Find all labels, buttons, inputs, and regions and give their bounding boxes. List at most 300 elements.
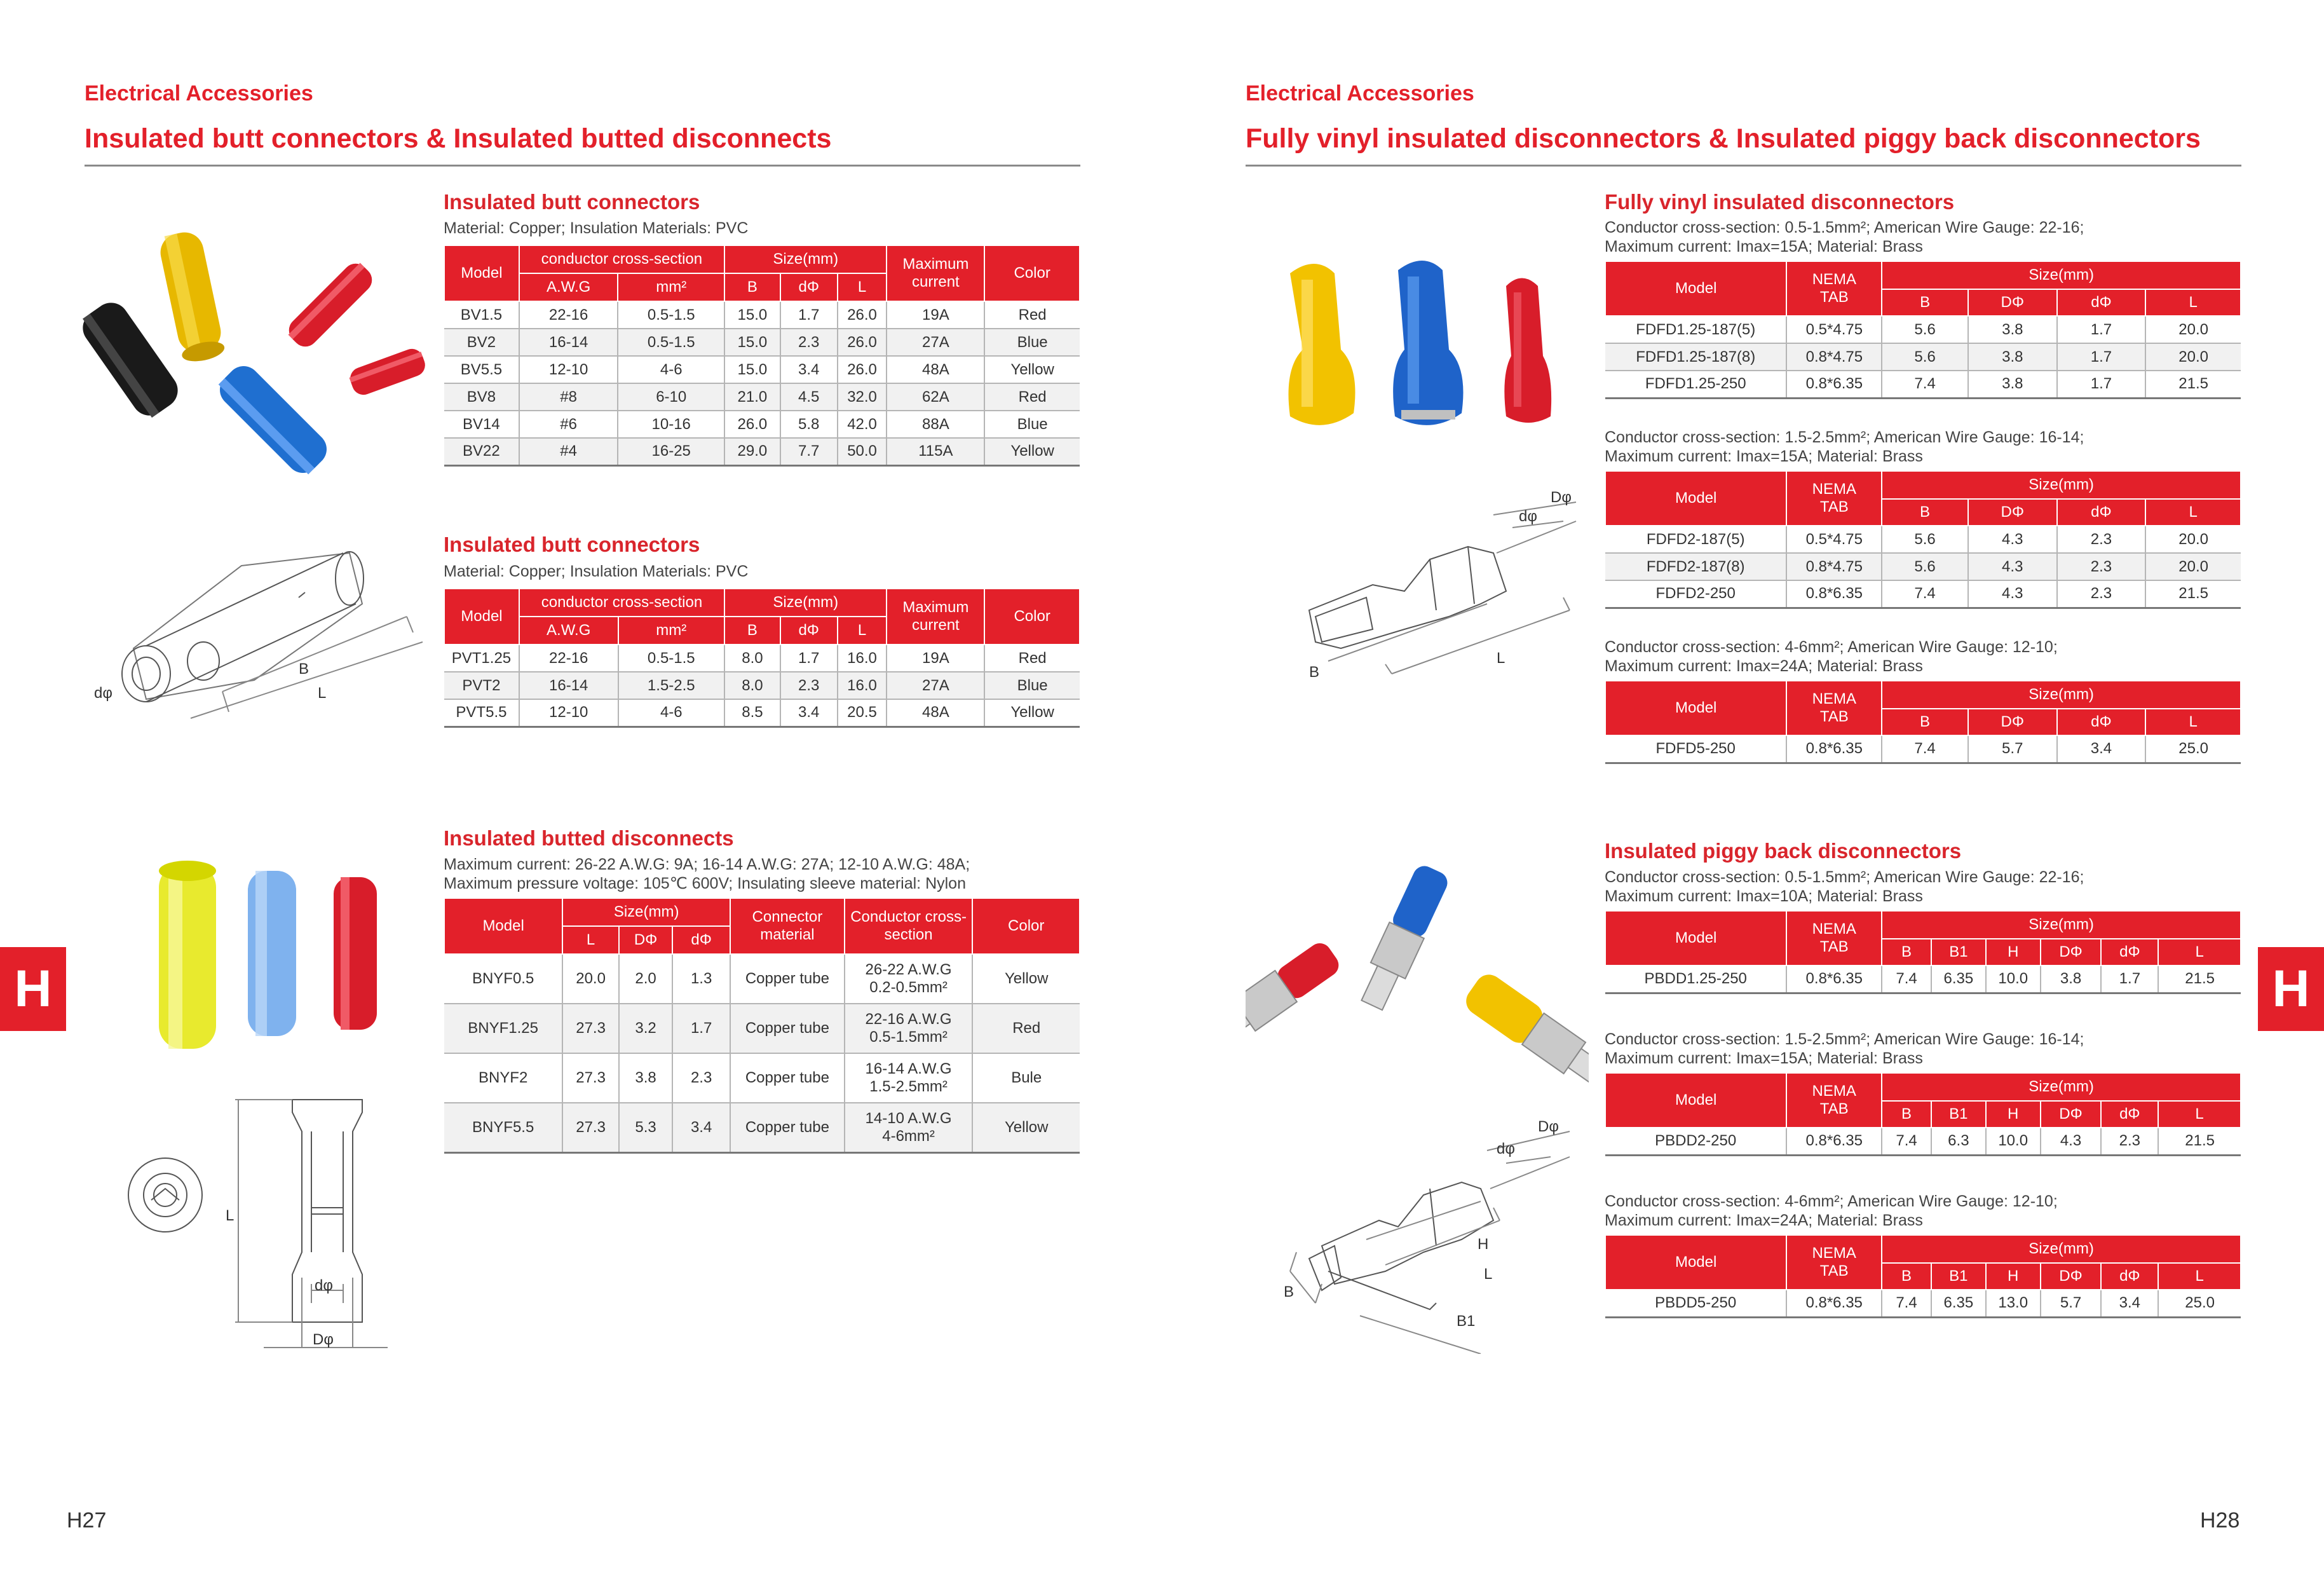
col-d: dΦ xyxy=(780,617,838,645)
table-cell: 0.5-1.5 xyxy=(618,301,724,329)
table-cell: BV22 xyxy=(444,438,519,465)
table-row xyxy=(1605,553,2241,580)
col-model: Model xyxy=(444,898,562,954)
section-tab: H xyxy=(2258,947,2324,1031)
table-cell: 13.0 xyxy=(1986,1290,2041,1317)
table-cell: 27A xyxy=(887,672,984,699)
table-cell: 20.0 xyxy=(2145,343,2241,371)
material-note: Material: Copper; Insulation Materials: PVC xyxy=(444,219,749,237)
table-cell: 16-14 xyxy=(519,329,618,356)
table-cell: 2.3 xyxy=(780,672,838,699)
table-cell: FDFD1.25-187(5) xyxy=(1605,316,1786,343)
dim-l: L xyxy=(226,1207,234,1224)
table-cell: BV8 xyxy=(444,383,519,411)
table-cell: PVT1.25 xyxy=(444,645,519,672)
table-cell: Copper tube xyxy=(730,1004,845,1053)
col-color: Color xyxy=(972,898,1080,954)
table-cell: 1.7 xyxy=(672,1004,730,1053)
table-cell: 26.0 xyxy=(724,411,780,438)
table-cell: Red xyxy=(984,645,1080,672)
col-b1: B1 xyxy=(1931,1101,1986,1128)
table-cell: 5.6 xyxy=(1882,553,1968,580)
col-dd: DΦ xyxy=(1968,289,2057,316)
table-cell: 3.8 xyxy=(1968,343,2057,371)
pbdd-125-table xyxy=(1605,910,2241,994)
col-conductor: conductor cross-section xyxy=(519,245,724,273)
table-cell: 5.6 xyxy=(1882,316,1968,343)
table-row xyxy=(444,1053,1080,1103)
table-cell: 3.4 xyxy=(780,356,838,383)
note-line: Maximum current: Imax=15A; Material: Brass xyxy=(1605,238,1923,256)
col-model: Model xyxy=(444,589,519,645)
category-label: Electrical Accessories xyxy=(1246,81,1474,106)
table-cell: 16.0 xyxy=(838,672,887,699)
col-nema-tab: NEMA TAB xyxy=(1786,1235,1882,1290)
table-cell: 15.0 xyxy=(724,329,780,356)
col-model: Model xyxy=(1605,1235,1786,1290)
col-l: L xyxy=(2158,939,2241,966)
dim-dphi: dφ xyxy=(315,1277,333,1294)
dim-dphi: dφ xyxy=(1497,1140,1515,1157)
table-cell: 7.4 xyxy=(1882,1128,1931,1155)
table-cell: 14-10 A.W.G 4-6mm² xyxy=(845,1103,973,1152)
table-cell: 15.0 xyxy=(724,301,780,329)
col-b: B xyxy=(1882,1101,1931,1128)
section-heading: Fully vinyl insulated disconnectors xyxy=(1605,190,1955,214)
table-cell: 88A xyxy=(887,411,984,438)
table-cell: 1.7 xyxy=(2057,343,2146,371)
table-cell: BV14 xyxy=(444,411,519,438)
table-cell: Blue xyxy=(984,411,1080,438)
table-cell: PBDD5-250 xyxy=(1605,1290,1786,1317)
table-cell: 10.0 xyxy=(1986,1128,2041,1155)
table-cell: 22-16 xyxy=(519,301,618,329)
note-line: Conductor cross-section: 1.5-2.5mm²; American Wire Gauge: 16-14; xyxy=(1605,1030,2084,1048)
dim-l: L xyxy=(1497,650,1505,667)
table-cell: 48A xyxy=(887,699,984,727)
col-awg: A.W.G xyxy=(519,617,618,645)
col-size: Size(mm) xyxy=(724,589,887,617)
table-row xyxy=(1605,1290,2241,1317)
col-l: L xyxy=(2145,499,2241,526)
col-d: dΦ xyxy=(2057,709,2146,735)
dim-b: B xyxy=(299,660,309,678)
table-row xyxy=(1605,1128,2241,1155)
table-cell: 3.2 xyxy=(619,1004,672,1053)
table-cell: 8.0 xyxy=(724,645,780,672)
table-cell: 16-14 A.W.G 1.5-2.5mm² xyxy=(845,1053,973,1103)
table-row xyxy=(444,411,1080,438)
col-l: L xyxy=(838,617,887,645)
table-cell: 8.0 xyxy=(724,672,780,699)
table-cell: #6 xyxy=(519,411,618,438)
table-cell: 16-14 xyxy=(519,672,618,699)
page-title: Insulated butt connectors & Insulated butted disconnects xyxy=(85,123,832,154)
note-line: Conductor cross-section: 1.5-2.5mm²; American Wire Gauge: 16-14; xyxy=(1605,428,2084,446)
vinyl-disconnector-diagram xyxy=(1277,483,1582,693)
table-cell: 1.3 xyxy=(672,954,730,1004)
col-h: H xyxy=(1986,1101,2041,1128)
table-cell: 20.0 xyxy=(562,954,619,1004)
table-cell: 0.5*4.75 xyxy=(1786,526,1882,553)
table-cell: 3.4 xyxy=(2057,735,2146,763)
table-cell: 0.8*4.75 xyxy=(1786,343,1882,371)
table-cell: 3.8 xyxy=(2041,966,2102,993)
table-cell: 6.35 xyxy=(1931,1290,1986,1317)
col-d: dΦ xyxy=(2101,939,2158,966)
table-cell: 2.3 xyxy=(672,1053,730,1103)
table-cell: 26.0 xyxy=(838,301,887,329)
table-cell: 0.8*6.35 xyxy=(1786,966,1882,993)
col-size: Size(mm) xyxy=(1882,471,2241,499)
section-heading: Insulated piggy back disconnectors xyxy=(1605,839,1962,863)
table-cell: 7.4 xyxy=(1882,371,1968,398)
table-cell: 32.0 xyxy=(838,383,887,411)
table-cell: Yellow xyxy=(984,699,1080,727)
table-cell: BV1.5 xyxy=(444,301,519,329)
col-b: B xyxy=(724,617,780,645)
table-cell: #8 xyxy=(519,383,618,411)
table-cell: 22-16 A.W.G 0.5-1.5mm² xyxy=(845,1004,973,1053)
page-title: Fully vinyl insulated disconnectors & Insulated piggy back disconnectors xyxy=(1246,123,2201,154)
table-cell: 4.3 xyxy=(1968,580,2057,608)
pvt-spec-table xyxy=(444,588,1080,728)
table-cell: 62A xyxy=(887,383,984,411)
col-d: dΦ xyxy=(672,926,730,954)
table-row xyxy=(444,645,1080,672)
table-row xyxy=(444,356,1080,383)
dim-l: L xyxy=(318,685,327,702)
table-cell: 1.7 xyxy=(780,645,838,672)
table-cell: 12-10 xyxy=(519,699,618,727)
table-cell: 19A xyxy=(887,301,984,329)
col-model: Model xyxy=(444,245,519,301)
table-cell: 4.3 xyxy=(2041,1128,2102,1155)
table-cell: BNYF5.5 xyxy=(444,1103,562,1152)
table-cell: 4.3 xyxy=(1968,526,2057,553)
table-cell: 3.4 xyxy=(2101,1290,2158,1317)
note-line: Conductor cross-section: 4-6mm²; American Wire Gauge: 12-10; xyxy=(1605,638,2058,656)
butt-connectors-photo xyxy=(76,210,432,477)
col-dd: DΦ xyxy=(2041,1263,2102,1290)
table-cell: 4-6 xyxy=(618,699,725,727)
table-cell: 4.5 xyxy=(780,383,838,411)
table-cell: 0.8*6.35 xyxy=(1786,580,1882,608)
col-d: dΦ xyxy=(2101,1263,2158,1290)
table-cell: Yellow xyxy=(984,356,1080,383)
table-cell: 5.7 xyxy=(2041,1290,2102,1317)
col-model: Model xyxy=(1605,681,1786,735)
table-cell: 7.7 xyxy=(780,438,838,465)
table-cell: 5.6 xyxy=(1882,526,1968,553)
table-cell: 4.3 xyxy=(1968,553,2057,580)
table-cell: 1.7 xyxy=(2057,371,2146,398)
table-cell: 21.5 xyxy=(2158,966,2241,993)
table-cell: 21.5 xyxy=(2145,580,2241,608)
table-cell: 10.0 xyxy=(1986,966,2041,993)
col-nema-tab: NEMA TAB xyxy=(1786,911,1882,966)
table-cell: 3.4 xyxy=(672,1103,730,1152)
table-cell: BNYF2 xyxy=(444,1053,562,1103)
table-cell: 1.7 xyxy=(2101,966,2158,993)
col-mm2: mm² xyxy=(618,273,724,301)
col-model: Model xyxy=(1605,1073,1786,1128)
col-awg: A.W.G xyxy=(519,273,618,301)
table-cell: PBDD1.25-250 xyxy=(1605,966,1786,993)
table-cell: 3.8 xyxy=(1968,371,2057,398)
note-line: Maximum current: Imax=10A; Material: Brass xyxy=(1605,887,1923,905)
page-number: H27 xyxy=(67,1508,107,1533)
table-cell: 48A xyxy=(887,356,984,383)
table-row xyxy=(444,1004,1080,1053)
bnyf-spec-table xyxy=(444,898,1080,1154)
dim-dphi: dφ xyxy=(1519,508,1537,525)
table-cell: FDFD1.25-250 xyxy=(1605,371,1786,398)
col-b: B xyxy=(1882,499,1968,526)
table-cell: 12-10 xyxy=(519,356,618,383)
table-cell: 4-6 xyxy=(618,356,724,383)
section-heading: Insulated butt connectors xyxy=(444,533,700,556)
note-line: Maximum current: Imax=15A; Material: Brass xyxy=(1605,1049,1923,1067)
table-cell: 21.5 xyxy=(2158,1128,2241,1155)
col-model: Model xyxy=(1605,261,1786,316)
table-row xyxy=(444,1103,1080,1152)
category-label: Electrical Accessories xyxy=(85,81,313,106)
col-cross-section: Conductor cross-section xyxy=(845,898,973,954)
table-row xyxy=(1605,371,2241,398)
col-size: Size(mm) xyxy=(562,898,730,926)
col-current: Maximum current xyxy=(887,589,984,645)
note-line: Conductor cross-section: 4-6mm²; American Wire Gauge: 12-10; xyxy=(1605,1192,2058,1210)
table-cell: 1.7 xyxy=(2057,316,2146,343)
col-b1: B1 xyxy=(1931,939,1986,966)
table-cell: 5.3 xyxy=(619,1103,672,1152)
table-cell: 21.0 xyxy=(724,383,780,411)
dim-big-dphi: Dφ xyxy=(1551,489,1572,506)
table-cell: #4 xyxy=(519,438,618,465)
section-heading: Insulated butt connectors xyxy=(444,190,700,214)
table-row xyxy=(444,383,1080,411)
table-cell: 27.3 xyxy=(562,1103,619,1152)
dim-l: L xyxy=(1484,1266,1493,1283)
col-nema-tab: NEMA TAB xyxy=(1786,261,1882,316)
table-cell: 6.35 xyxy=(1931,966,1986,993)
table-cell: Red xyxy=(984,383,1080,411)
table-cell: 25.0 xyxy=(2145,735,2241,763)
col-l: L xyxy=(2145,289,2241,316)
col-dd: DΦ xyxy=(619,926,672,954)
col-d: dΦ xyxy=(2057,289,2146,316)
table-cell: PBDD2-250 xyxy=(1605,1128,1786,1155)
col-h: H xyxy=(1986,939,2041,966)
table-cell: 2.3 xyxy=(780,329,838,356)
table-cell: BNYF1.25 xyxy=(444,1004,562,1053)
col-d: dΦ xyxy=(2057,499,2146,526)
table-cell: FDFD5-250 xyxy=(1605,735,1786,763)
col-nema-tab: NEMA TAB xyxy=(1786,1073,1882,1128)
table-cell: 3.4 xyxy=(780,699,838,727)
table-row xyxy=(1605,735,2241,763)
vinyl-disconnectors-photo xyxy=(1271,254,1563,439)
table-cell: PVT5.5 xyxy=(444,699,519,727)
col-size: Size(mm) xyxy=(724,245,887,273)
table-cell: FDFD1.25-187(8) xyxy=(1605,343,1786,371)
table-cell: 7.4 xyxy=(1882,1290,1931,1317)
table-cell: 2.3 xyxy=(2057,553,2146,580)
table-cell: 21.5 xyxy=(2145,371,2241,398)
table-cell: 42.0 xyxy=(838,411,887,438)
piggy-back-photo xyxy=(1246,852,1589,1087)
table-cell: 2.3 xyxy=(2101,1128,2158,1155)
table-cell: 6.3 xyxy=(1931,1128,1986,1155)
col-l: L xyxy=(2145,709,2241,735)
col-color: Color xyxy=(984,245,1080,301)
table-cell: Yellow xyxy=(984,438,1080,465)
table-row xyxy=(1605,580,2241,608)
butt-connector-diagram xyxy=(76,528,432,744)
table-cell: 2.3 xyxy=(2057,580,2146,608)
table-row xyxy=(1605,343,2241,371)
table-cell: Yellow xyxy=(972,954,1080,1004)
table-cell: FDFD2-250 xyxy=(1605,580,1786,608)
title-divider xyxy=(1246,165,2241,167)
col-current: Maximum current xyxy=(887,245,984,301)
table-row xyxy=(444,699,1080,727)
table-cell: FDFD2-187(5) xyxy=(1605,526,1786,553)
table-row xyxy=(1605,316,2241,343)
col-b: B xyxy=(1882,289,1968,316)
table-cell: 2.0 xyxy=(619,954,672,1004)
table-cell: 27.3 xyxy=(562,1004,619,1053)
col-dd: DΦ xyxy=(1968,709,2057,735)
table-cell: PVT2 xyxy=(444,672,519,699)
col-l: L xyxy=(838,273,887,301)
col-model: Model xyxy=(1605,471,1786,526)
fdfd-2-table xyxy=(1605,470,2241,609)
table-cell: 115A xyxy=(887,438,984,465)
table-cell: Bule xyxy=(972,1053,1080,1103)
table-cell: 3.8 xyxy=(619,1053,672,1103)
col-conductor: conductor cross-section xyxy=(519,589,724,617)
section-heading: Insulated butted disconnects xyxy=(444,826,734,850)
dim-big-dphi: Dφ xyxy=(1538,1118,1559,1135)
col-d: dΦ xyxy=(780,273,838,301)
note-line: Conductor cross-section: 0.5-1.5mm²; American Wire Gauge: 22-16; xyxy=(1605,868,2084,886)
col-model: Model xyxy=(1605,911,1786,966)
pbdd-2-table xyxy=(1605,1072,2241,1156)
table-cell: 7.4 xyxy=(1882,735,1968,763)
table-cell: Copper tube xyxy=(730,954,845,1004)
table-cell: 20.5 xyxy=(838,699,887,727)
table-cell: 0.8*6.35 xyxy=(1786,735,1882,763)
note-line: Maximum current: Imax=15A; Material: Brass xyxy=(1605,447,1923,465)
table-cell: BV2 xyxy=(444,329,519,356)
table-cell: 20.0 xyxy=(2145,526,2241,553)
table-cell: 8.5 xyxy=(724,699,780,727)
table-cell: 27A xyxy=(887,329,984,356)
table-row xyxy=(1605,966,2241,993)
table-row xyxy=(1605,526,2241,553)
table-cell: 19A xyxy=(887,645,984,672)
table-cell: 27.3 xyxy=(562,1053,619,1103)
table-cell: 0.5*4.75 xyxy=(1786,316,1882,343)
col-nema-tab: NEMA TAB xyxy=(1786,681,1882,735)
table-cell: 26.0 xyxy=(838,329,887,356)
col-h: H xyxy=(1986,1263,2041,1290)
col-color: Color xyxy=(984,589,1080,645)
col-size: Size(mm) xyxy=(1882,261,2241,289)
table-cell: 2.3 xyxy=(2057,526,2146,553)
table-cell: 1.7 xyxy=(780,301,838,329)
dim-big-dphi: Dφ xyxy=(313,1331,334,1348)
title-divider xyxy=(85,165,1080,167)
col-d: dΦ xyxy=(2101,1101,2158,1128)
note-line: Maximum current: Imax=24A; Material: Brass xyxy=(1605,1212,1923,1229)
table-cell: 16-25 xyxy=(618,438,724,465)
table-cell: 20.0 xyxy=(2145,316,2241,343)
table-row xyxy=(444,438,1080,465)
dim-b: B xyxy=(1284,1283,1295,1301)
col-dd: DΦ xyxy=(1968,499,2057,526)
table-cell: 0.5-1.5 xyxy=(618,645,725,672)
col-size: Size(mm) xyxy=(1882,681,2241,709)
col-nema-tab: NEMA TAB xyxy=(1786,471,1882,526)
dim-b: B xyxy=(1309,664,1320,681)
dim-dphi: dφ xyxy=(94,685,112,702)
table-cell: FDFD2-187(8) xyxy=(1605,553,1786,580)
table-cell: BV5.5 xyxy=(444,356,519,383)
table-row xyxy=(444,301,1080,329)
table-cell: Yellow xyxy=(972,1103,1080,1152)
table-cell: 3.8 xyxy=(1968,316,2057,343)
col-l: L xyxy=(2158,1101,2241,1128)
table-cell: 0.8*6.35 xyxy=(1786,1290,1882,1317)
col-size: Size(mm) xyxy=(1882,1235,2241,1263)
table-cell: 7.4 xyxy=(1882,966,1931,993)
col-mm2: mm² xyxy=(618,617,725,645)
table-cell: 5.8 xyxy=(780,411,838,438)
col-b: B xyxy=(1882,939,1931,966)
table-cell: 20.0 xyxy=(2145,553,2241,580)
table-row xyxy=(444,954,1080,1004)
table-cell: 10-16 xyxy=(618,411,724,438)
section-tab: H xyxy=(0,947,66,1031)
table-cell: Blue xyxy=(984,329,1080,356)
butted-disconnect-diagram xyxy=(108,1093,400,1360)
page-number: H28 xyxy=(2200,1508,2240,1533)
col-b: B xyxy=(1882,1263,1931,1290)
table-cell: 0.8*4.75 xyxy=(1786,553,1882,580)
col-l: L xyxy=(562,926,619,954)
bv-spec-table xyxy=(444,245,1080,467)
col-size: Size(mm) xyxy=(1882,911,2241,939)
table-cell: 22-16 xyxy=(519,645,618,672)
table-cell: 50.0 xyxy=(838,438,887,465)
table-cell: Red xyxy=(984,301,1080,329)
col-b: B xyxy=(724,273,780,301)
fdfd-5-table xyxy=(1605,680,2241,764)
butted-disconnects-photo xyxy=(133,852,413,1055)
piggy-back-diagram xyxy=(1271,1112,1576,1354)
col-material: Connector material xyxy=(730,898,845,954)
pbdd-5-table xyxy=(1605,1234,2241,1318)
table-cell: 6-10 xyxy=(618,383,724,411)
table-cell: Copper tube xyxy=(730,1053,845,1103)
col-l: L xyxy=(2158,1263,2241,1290)
table-cell: BNYF0.5 xyxy=(444,954,562,1004)
table-cell: Blue xyxy=(984,672,1080,699)
table-cell: Copper tube xyxy=(730,1103,845,1152)
